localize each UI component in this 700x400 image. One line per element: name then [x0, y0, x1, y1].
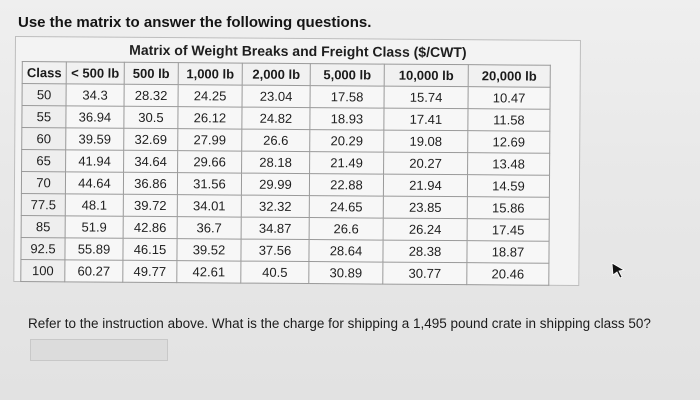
- rate-cell: 30.5: [124, 106, 178, 128]
- rate-cell: 23.04: [242, 85, 310, 107]
- class-cell: 50: [22, 84, 66, 106]
- rate-cell: 28.18: [242, 151, 310, 173]
- rate-cell: 28.32: [124, 84, 178, 106]
- rate-cell: 26.6: [309, 218, 383, 241]
- rate-cell: 20.29: [310, 130, 384, 153]
- rate-cell: 39.72: [123, 194, 177, 216]
- freight-matrix-table: [20, 61, 551, 286]
- rate-cell: 41.94: [66, 150, 124, 172]
- class-cell: 85: [21, 216, 65, 238]
- rate-cell: 44.64: [65, 172, 123, 194]
- rate-cell: 24.25: [178, 85, 242, 107]
- instruction-heading: Use the matrix to answer the following questions.: [18, 14, 372, 31]
- rate-cell: 37.56: [241, 239, 309, 261]
- class-cell: 65: [22, 150, 66, 172]
- matrix-body: [21, 84, 550, 286]
- header-1000-lb: 1,000 lb: [178, 63, 242, 85]
- class-cell: 70: [21, 172, 65, 194]
- rate-cell: 36.94: [66, 106, 124, 128]
- header-20000-lb: 20,000 lb: [468, 65, 550, 88]
- class-cell: 100: [21, 260, 65, 282]
- rate-cell: 34.01: [177, 195, 241, 217]
- rate-cell: 17.45: [467, 219, 549, 242]
- class-cell: 77.5: [21, 194, 65, 216]
- rate-cell: 28.64: [309, 240, 383, 263]
- header-class: Class: [22, 62, 66, 84]
- rate-cell: 21.94: [383, 174, 467, 197]
- rate-cell: 29.99: [241, 173, 309, 195]
- rate-cell: 49.77: [123, 260, 177, 282]
- rate-cell: 18.93: [310, 108, 384, 131]
- header-5000-lb: 5,000 lb: [310, 64, 384, 87]
- rate-cell: 26.6: [242, 129, 310, 151]
- rate-cell: 11.58: [468, 109, 550, 132]
- rate-cell: 32.32: [241, 195, 309, 217]
- rate-cell: 19.08: [384, 130, 468, 153]
- rate-cell: 29.66: [178, 151, 242, 173]
- rate-cell: 26.24: [383, 218, 467, 241]
- rate-cell: 14.59: [467, 175, 549, 198]
- rate-cell: 36.86: [123, 172, 177, 194]
- rate-cell: 30.77: [383, 262, 467, 285]
- rate-cell: 40.5: [241, 261, 309, 283]
- rate-cell: 10.47: [468, 87, 550, 110]
- question-text: Refer to the instruction above. What is the charge for shipping a 1,495 pound crate in shipping class 50?: [28, 316, 651, 331]
- rate-cell: 20.46: [467, 263, 549, 286]
- rate-cell: 27.99: [178, 129, 242, 151]
- rate-cell: 30.89: [309, 262, 383, 285]
- rate-cell: 34.3: [66, 84, 124, 106]
- header-2000-lb: 2,000 lb: [242, 63, 310, 85]
- rate-cell: 34.87: [241, 217, 309, 239]
- rate-cell: 17.41: [384, 108, 468, 131]
- rate-cell: 15.86: [467, 197, 549, 220]
- freight-matrix-card: [13, 36, 581, 286]
- header-under-500-lb: < 500 lb: [66, 62, 124, 84]
- rate-cell: 39.59: [66, 128, 124, 150]
- rate-cell: 34.64: [124, 150, 178, 172]
- answer-input[interactable]: [30, 339, 168, 361]
- rate-cell: 46.15: [123, 238, 177, 260]
- rate-cell: 18.87: [467, 241, 549, 264]
- rate-cell: 26.12: [178, 107, 242, 129]
- rate-cell: 24.65: [309, 196, 383, 219]
- matrix-title: Matrix of Weight Breaks and Freight Class ($/CWT): [129, 41, 467, 61]
- rate-cell: 28.38: [383, 240, 467, 263]
- rate-cell: 48.1: [65, 194, 123, 216]
- rate-cell: 60.27: [65, 260, 123, 282]
- class-cell: 60: [22, 128, 66, 150]
- rate-cell: 17.58: [310, 86, 384, 109]
- rate-cell: 36.7: [177, 217, 241, 239]
- rate-cell: 24.82: [242, 107, 310, 129]
- rate-cell: 22.88: [309, 174, 383, 197]
- header-500-lb: 500 lb: [124, 62, 178, 84]
- rate-cell: 32.69: [124, 128, 178, 150]
- rate-cell: 42.61: [177, 261, 241, 283]
- rate-cell: 42.86: [123, 216, 177, 238]
- rate-cell: 39.52: [177, 239, 241, 261]
- class-cell: 55: [22, 106, 66, 128]
- rate-cell: 23.85: [383, 196, 467, 219]
- rate-cell: 13.48: [468, 153, 550, 176]
- mouse-pointer-icon: [610, 262, 626, 278]
- rate-cell: 55.89: [65, 238, 123, 260]
- header-10000-lb: 10,000 lb: [384, 64, 468, 87]
- rate-cell: 51.9: [65, 216, 123, 238]
- rate-cell: 21.49: [310, 152, 384, 175]
- matrix-row: [21, 260, 549, 286]
- rate-cell: 31.56: [177, 173, 241, 195]
- rate-cell: 15.74: [384, 86, 468, 109]
- rate-cell: 12.69: [468, 131, 550, 154]
- class-cell: 92.5: [21, 238, 65, 260]
- rate-cell: 20.27: [384, 152, 468, 175]
